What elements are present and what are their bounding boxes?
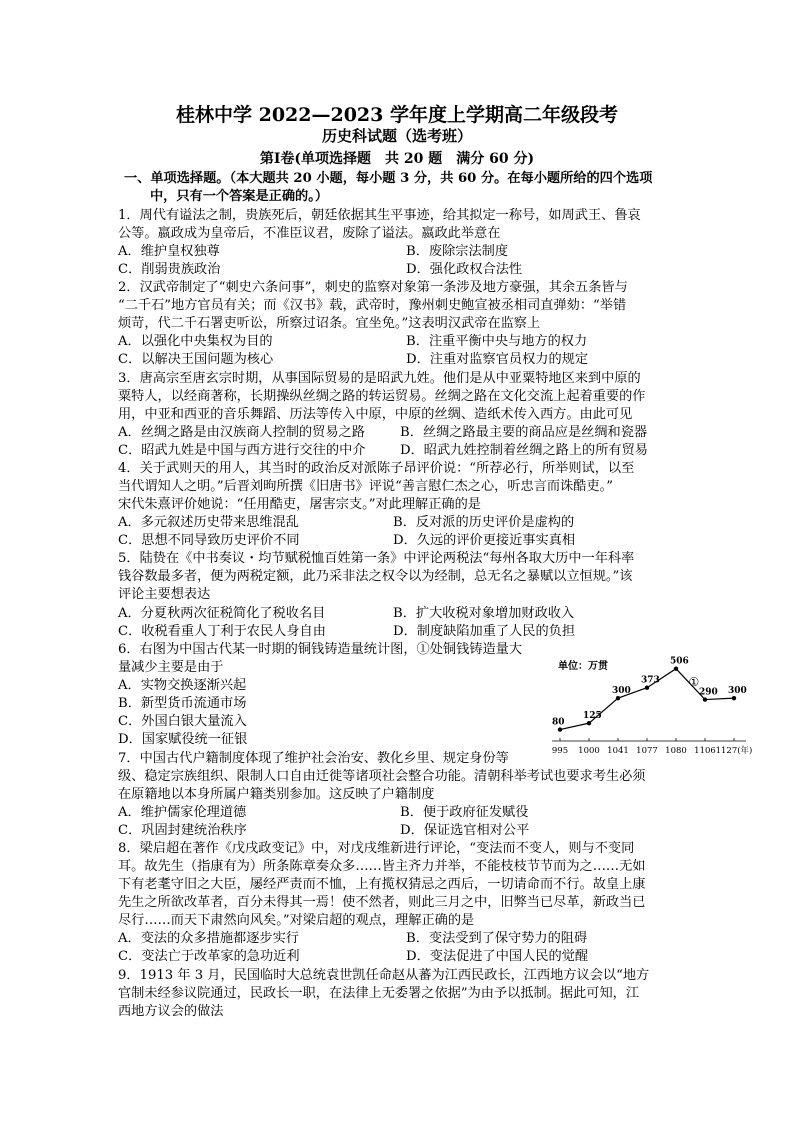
chart-point (703, 697, 707, 701)
chart-x-label: 995 (551, 746, 569, 755)
chart-x-label: 1041 (607, 746, 629, 755)
q6-option-a: A．实物交换逐渐兴起 (118, 678, 247, 693)
copper-coin-chart (548, 655, 770, 755)
q7-option-c: C．巩固封建统治秩序 (118, 823, 247, 838)
q6-option-b: B．新型货币流通市场 (118, 696, 247, 711)
q8-stem-3: 下有老耄守旧之大臣，屡经严责而不恤，上有揽权猜忌之西后，一切请命而不行。故皇上康 (118, 877, 646, 892)
q3-option-a: A．丝绸之路是由汉族商人控制的贸易之路 (118, 425, 365, 440)
q4-stem-1: 4．关于武则天的用人，其当时的政治反对派陈子昂评价说：“所荐必行，所举则试，以至 (118, 461, 635, 476)
q2-stem-2: “二千石”地方官员有关；而《汉书》载，武帝时，豫州刺史鲍宣被丞相司直弹劾：“举错 (118, 298, 627, 313)
q3-stem-2: 粟特人，以经商著称，长期操纵丝绸之路的转运贸易。丝绸之路在文化交流上起着重要的作 (118, 389, 646, 404)
q2-stem-3: 烦苛，代二千石署吏听讼，所察过诏条。宜坐免。”这表明汉武帝在监察上 (118, 316, 541, 331)
section-heading: 第Ⅰ卷(单项选择题 共 20 题 满分 60 分) (259, 151, 535, 167)
q1-option-c: C．削弱贵族政治 (118, 262, 221, 277)
q5-option-d: D．制度缺陷加重了人民的负担 (393, 624, 576, 639)
chart-x-label: 1127(年) (715, 746, 753, 755)
q4-option-c: C．思想不同导致历史评价不同 (118, 533, 300, 548)
q1-option-b: B．废除宗法制度 (406, 244, 509, 259)
exam-subtitle: 历史科试题（选考班） (321, 127, 472, 145)
chart-unit-label: 单位：万贯 (558, 661, 608, 672)
chart-value-label: 80 (552, 717, 565, 728)
q6-stem-2: 量减少主要是由于 (118, 660, 224, 675)
q4-option-d: D．久远的评价更接近事实真相 (393, 533, 576, 548)
q4-stem-2: 当代谓知人之明。”后晋刘昫所撰《旧唐书》评说“善言慰仁杰之心，听忠言而诛酷吏。” (118, 479, 613, 494)
chart-point (732, 696, 736, 700)
chart-x-label: 1000 (578, 746, 600, 755)
q2-stem-1: 2．汉武帝制定了“刺史六条问事”，刺史的监察对象第一条涉及地方豪强，其余五条皆与 (118, 280, 628, 295)
q3-stem-1: 3．唐高宗至唐玄宗时期，从事国际贸易的是昭武九姓。他们是从中亚粟特地区来到中原的 (118, 371, 641, 386)
chart-point (616, 696, 620, 700)
instructions-line-1: 一、单项选择题。（本大题共 20 小题，每小题 3 分，共 60 分。在每小题所给的四个选项 (124, 171, 653, 186)
q3-option-d: D．昭武九姓控制着丝绸之路上的所有贸易 (400, 443, 648, 458)
q6-option-c: C．外国白银大量流入 (118, 714, 247, 729)
q8-option-b: B．变法受到了保守势力的阻碍 (406, 931, 588, 946)
q5-stem-1: 5．陆贽在《中书奏议・均节赋税恤百姓第一条》中评论两税法“每州各取大历中一年科率 (118, 551, 635, 566)
chart-x-label: 1080 (665, 746, 687, 755)
q8-stem-2: 耳。故先生（指康有为）所条陈章奏众多……皆主齐力并举，不能枝枝节节而为之……无如 (118, 859, 646, 874)
q5-option-c: C．收税看重人丁利于农民人身自由 (118, 624, 326, 639)
q7-option-b: B．便于政府征发赋役 (400, 805, 529, 820)
q6-stem-1: 6．右图为中国古代某一时期的铜钱铸造量统计图，①处铜钱铸造量大 (118, 642, 523, 657)
exam-title: 桂林中学 2022—2023 学年度上学期高二年级段考 (176, 104, 618, 126)
chart-x-label: 1106 (694, 746, 716, 755)
q2-option-d: D．注重对监察官员权力的规定 (406, 352, 589, 367)
q9-stem-2: 官制未经参议院通过，民政长一职，在法律上无委署之依据”为由予以抵制。据此可知，江 (118, 986, 640, 1001)
chart-value-label: 506 (670, 656, 689, 667)
q5-stem-2: 钱谷数最多者，便为两税定额，此乃采非法之权令以为经制，总无名之暴赋以立恒规。”该 (118, 569, 633, 584)
q2-option-c: C．以解决王国问题为核心 (118, 352, 274, 367)
chart-value-label: 373 (641, 675, 660, 686)
q5-stem-3: 评论主要想表达 (118, 587, 211, 602)
q7-stem-2: 级、稳定宗族组织、限制人口自由迁徙等诸项社会整合功能。清朝科举考试也要求考生必须 (118, 769, 646, 784)
q3-option-b: B．丝绸之路最主要的商品应是丝绸和瓷器 (400, 425, 648, 440)
q3-stem-3: 用，中亚和西亚的音乐舞蹈、历法等传入中原，中原的丝绸、造纸术传入西方。由此可见 (118, 407, 633, 422)
chart-value-label: 125 (583, 711, 602, 722)
q9-stem-3: 西地方议会的做法 (118, 1004, 224, 1019)
q3-option-c: C．昭武九姓是中国与西方进行交往的中介 (118, 443, 366, 458)
chart-marker-1: ① (688, 675, 700, 690)
chart-point (587, 721, 591, 725)
q7-option-d: D．保证选官相对公平 (400, 823, 530, 838)
q8-option-d: D．变法促进了中国人民的觉醒 (406, 949, 589, 964)
chart-x-label: 1077 (636, 746, 658, 755)
instructions-line-2: 中，只有一个答案是正确的。） (150, 189, 329, 204)
chart-point (645, 686, 649, 690)
q7-option-a: A．维护儒家伦理道德 (118, 805, 247, 820)
q1-option-d: D．强化政权合法性 (406, 262, 523, 277)
chart-value-label: 290 (699, 687, 718, 698)
q5-option-a: A．分夏秋两次征税简化了税收名目 (118, 606, 326, 621)
q1-option-a: A．维护皇权独尊 (118, 244, 220, 259)
q4-option-a: A．多元叙述历史带来思维混乱 (118, 515, 299, 530)
chart-point (674, 667, 678, 671)
q8-option-a: A．变法的众多措施都逐步实行 (118, 931, 299, 946)
q7-stem-3: 在原籍地以本身所属户籍类别参加。这反映了户籍制度 (118, 787, 435, 802)
q9-stem-1: 9．1913 年 3 月，民国临时大总统袁世凯任命赵从蕃为江西民政长，江西地方议会以“地方 (118, 968, 650, 983)
q1-stem-1: 1．周代有谥法之制，贵族死后，朝廷依据其生平事迹，给其拟定一称号，如周武王、鲁哀 (118, 208, 641, 223)
q4-option-b: B．反对派的历史评价是虚构的 (393, 515, 575, 530)
q8-stem-4: 先生之所欲改革者，百分未得其一焉！使不然者，则此三月之中，旧弊当已尽革，新政当已 (118, 895, 646, 910)
q2-option-a: A．以强化中央集权为目的 (118, 334, 273, 349)
chart-point (558, 727, 562, 731)
q2-option-b: B．注重平衡中央与地方的权力 (406, 334, 588, 349)
q1-stem-2: 公等。嬴政成为皇帝后，不准臣议君，废除了谥法。嬴政此举意在 (118, 226, 501, 241)
chart-value-label: 300 (612, 686, 631, 697)
q6-option-d: D．国家赋役统一征银 (118, 732, 248, 747)
q8-option-c: C．变法亡于改革家的急功近利 (118, 949, 300, 964)
q8-stem-1: 8．梁启超在著作《戊戌政变记》中，对戊戌维新进行评论，“变法而不变人，则与不变同 (118, 841, 635, 856)
q7-stem-1: 7．中国古代户籍制度体现了维护社会治安、教化乡里、规定身份等 (118, 751, 509, 766)
q8-stem-5: 尽行……而天下肃然向风矣。”对梁启超的观点，理解正确的是 (118, 913, 475, 928)
chart-value-label: 300 (728, 686, 747, 697)
q5-option-b: B．扩大收税对象增加财政收入 (393, 606, 575, 621)
q4-stem-3: 宋代朱熹评价她说：“任用酷吏，屠害宗支。”对此理解正确的是 (118, 497, 481, 512)
